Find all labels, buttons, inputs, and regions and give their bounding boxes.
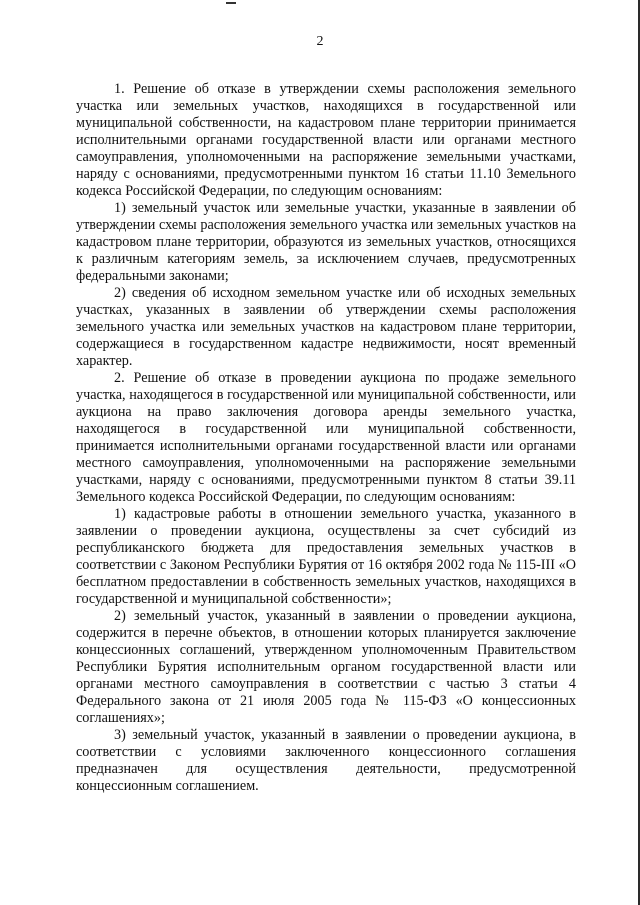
paragraph-subitem-2-3: 3) земельный участок, указанный в заявлении о проведении аукциона, в соответствии с условиями заключенного концессионного соглашения предназначен для осуществления деятельности, предусмотренной концессионным соглашением. [76, 727, 576, 794]
paragraph-subitem-2-2: 2) земельный участок, указанный в заявлении о проведении аукциона, содержится в перечне объектов, в отношении которых планируется заключение концессионных соглашений, утвержденном уполномоченным Правительством Республики Бурятия исполнительным органом государственной власти или органами местного самоуправления в соответствии с частью 3 статьи 4 Федерального закона от 21 июля 2005 года № 115-ФЗ «О концессионных соглашениях»; [76, 608, 576, 726]
paragraph-subitem-1-1: 1) земельный участок или земельные участки, указанные в заявлении об утверждении схемы расположения земельного участка или земельных участков на кадастровом плане территории, образуются из земельных участков, относящихся к различным категориям земель, за исключением случаев, предусмотренных федеральными законами; [76, 200, 576, 284]
paragraph-subitem-2-1: 1) кадастровые работы в отношении земельного участка, указанного в заявлении о проведении аукциона, осуществлены за счет субсидий из республиканского бюджета для предоставления земельных участков в соответствии с Законом Республики Бурятия от 16 октября 2002 года № 115-III «О бесплатном предоставлении в собственность земельных участков, находящихся в государственной и муниципальной собственности»; [76, 506, 576, 607]
paragraph-item-1-decision-refusal-scheme: 1. Решение об отказе в утверждении схемы расположения земельного участка или земельных участков, находящихся в государственной или муниципальной собственности, на кадастровом плане территории принимается исполнительными органами государственной власти или органами местного самоуправления, уполномоченными на распоряжение земельными участками, наряду с основаниями, предусмотренными пунктом 16 статьи 11.10 Земельного кодекса Российской Федерации, по следующим основаниям: [76, 81, 576, 199]
paragraph-subitem-1-2: 2) сведения об исходном земельном участке или об исходных земельных участках, указанных в заявлении об утверждении схемы расположения земельного участка или земельных участков на кадастровом плане территории, содержащиеся в государственном кадастре недвижимости, носят временный характер. [76, 285, 576, 369]
document-body [76, 81, 576, 795]
scan-mark [226, 2, 236, 4]
paragraph-item-2-decision-refusal-auction: 2. Решение об отказе в проведении аукциона по продаже земельного участка, находящегося в государственной или муниципальной собственности, или аукциона на право заключения договора аренды земельного участка, находящегося в государственной или муниципальной собственности, принимается исполнительными органами государственной власти или органами местного самоуправления, уполномоченными на распоряжение земельными участками, наряду с основаниями, предусмотренными пунктом 8 статьи 39.11 Земельного кодекса Российской Федерации, по следующим основаниям: [76, 370, 576, 505]
page-number: 2 [316, 34, 324, 49]
